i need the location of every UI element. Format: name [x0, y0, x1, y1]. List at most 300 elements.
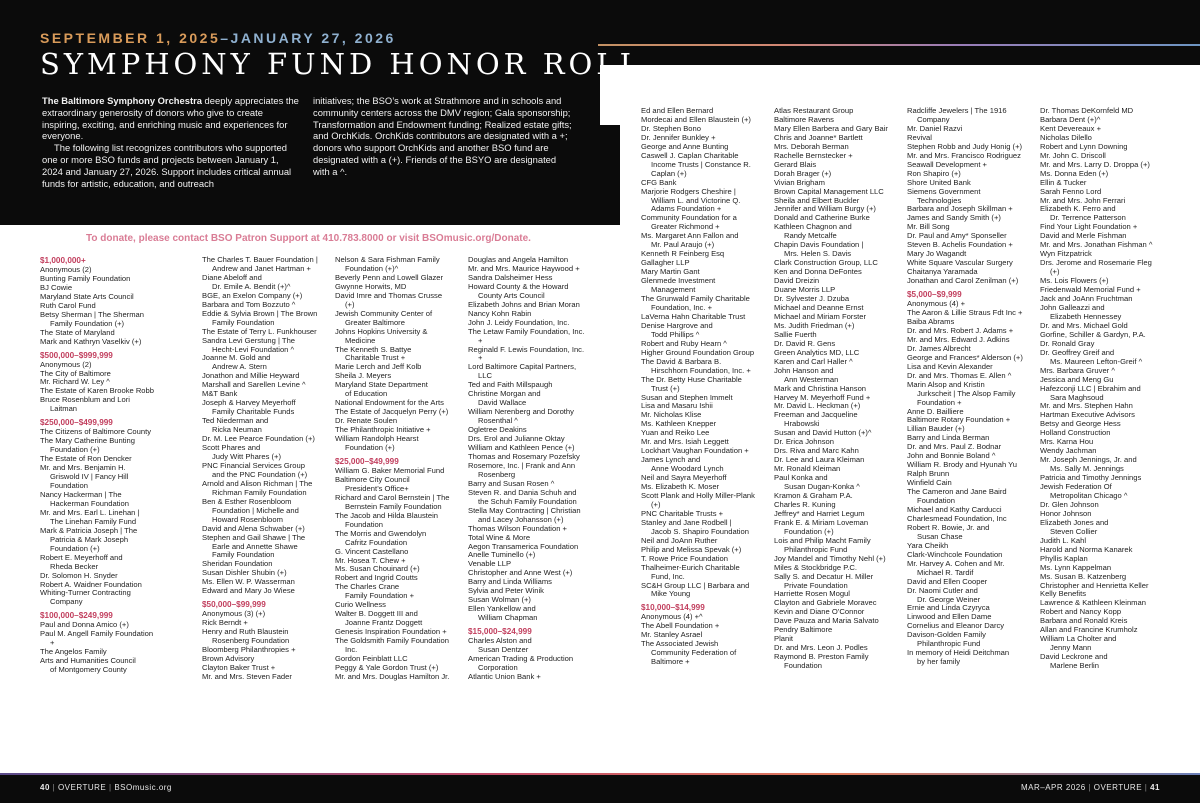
donor-entry: The Dr. Betty Huse Charitable	[641, 375, 742, 384]
donor-entry: Michael and Kathy Carducci	[907, 505, 1002, 514]
donor-entry: Barbara and Tom Bozzuto ^	[202, 300, 296, 309]
donor-entry-continuation: +	[50, 639, 55, 648]
donor-entry-continuation: (+)	[651, 500, 661, 509]
donor-entry-continuation: Ann Westerman	[784, 375, 839, 384]
donor-entry: Anelle Tuminello (+)	[468, 551, 536, 560]
donor-entry-continuation: Dr. Terrence Patterson	[1050, 214, 1126, 223]
donor-entry: LaVerna Hahn Charitable Trust	[641, 312, 746, 321]
donor-entry: Marjorie Rodgers Cheshire |	[641, 187, 736, 196]
donor-entry: Kramon & Graham P.A.	[774, 491, 853, 500]
donor-entry: Mr. John C. Driscoll	[1040, 151, 1106, 160]
donor-entry-continuation: President’s Office+	[345, 484, 409, 493]
donor-entry-continuation: Metropolitan Chicago ^	[1050, 491, 1128, 500]
donor-entry: The Mary Catherine Bunting	[40, 437, 135, 446]
donor-entry-continuation: Ms. Sally M. Jennings	[1050, 465, 1124, 474]
donor-entry-continuation: William L. and Victorine Q.	[651, 196, 741, 205]
giving-tier-heading: $5,000–$9,999	[907, 290, 962, 300]
donor-entry-continuation: Elizabeth Hennessey	[1050, 312, 1122, 321]
donor-entry: Dr. Jennifer Bunkley +	[641, 133, 716, 142]
donor-entry: Mr. and Mrs. Earl L. Linehan |	[40, 508, 140, 517]
donor-entry: Jonathon and Millie Heyward	[202, 372, 300, 381]
donor-entry: Bruce Rosenblum and Lori	[40, 396, 130, 405]
donor-entry: Chapin Davis Foundation |	[774, 241, 864, 250]
donor-entry-continuation: Management	[651, 286, 696, 295]
donor-entry: Harriette Rosen Mogul	[774, 590, 850, 599]
donor-entry-continuation: Todd Phillips ^	[651, 330, 700, 339]
donor-entry: William Randolph Hearst	[335, 435, 419, 444]
org-name: The Baltimore Symphony Orchestra	[42, 95, 202, 106]
donor-entry: Dr. Paul and Amy* Sponseller	[907, 232, 1007, 241]
donor-entry: Dr. Lee and Laura Kleiman	[774, 456, 865, 465]
donor-entry: Stephen Robb and Judy Honig (+)	[907, 142, 1023, 151]
donor-entry: Susan and David Hutton (+)^	[774, 429, 872, 438]
donor-entry: Gallagher LLP	[641, 259, 690, 268]
donor-entry: Bloomberg Philanthropies +	[202, 646, 296, 655]
donor-entry: Howard County & the Howard	[468, 282, 569, 291]
donor-entry: William G. Baker Memorial Fund	[335, 466, 445, 475]
donor-entry: The Kenneth S. Battye	[335, 345, 412, 354]
donor-entry-continuation: Rosenthal ^	[478, 417, 518, 426]
donor-entry: The Grunwald Family Charitable	[641, 295, 750, 304]
donor-entry-continuation: Foundation +	[917, 398, 962, 407]
donor-entry: John Hanson and	[774, 366, 834, 375]
donor-entry: Sandra Dalsheimer Hess	[468, 273, 553, 282]
donor-entry: Baltimore Ravens	[774, 115, 834, 124]
donor-entry: Stephen and Gail Shawe | The	[202, 533, 306, 542]
donor-entry: Mr. Stanley Asrael	[641, 631, 703, 640]
donor-entry: Dr. and Mrs. Michael Gold	[1040, 321, 1128, 330]
donor-entry: Frank E. & Miriam Loveman	[774, 518, 869, 527]
donor-entry-continuation: Community Federation of	[651, 649, 737, 658]
donor-entry-continuation: Mike Young	[651, 590, 691, 599]
donor-entry: Kenneth R Feinberg Esq	[641, 250, 725, 259]
donor-entry: Wendy Jachman	[1040, 447, 1097, 456]
donor-entry: Ms. Susan B. Katzenberg	[1040, 572, 1127, 581]
giving-tier-heading: $100,000–$249,999	[40, 611, 113, 621]
donor-entry: Total Wine & More	[468, 533, 531, 542]
donor-entry: Christopher and Henrietta Keller	[1040, 581, 1149, 590]
donor-entry: Jessica and Meng Gu	[1040, 375, 1114, 384]
donor-column-2	[202, 256, 332, 682]
donor-entry: Barbara and Joseph Skillman +	[907, 205, 1013, 214]
donor-entry-continuation: Hackerman Foundation	[50, 499, 129, 508]
donor-entry: Dorah Brager (+)	[774, 169, 832, 178]
donor-entry-continuation: Family Foundation	[212, 318, 275, 327]
donor-entry-continuation: David Wallace	[478, 399, 527, 408]
donor-entry: Barry and Linda Williams	[468, 578, 552, 587]
donor-column-4	[468, 256, 598, 682]
donor-entry: David Leckrone and	[1040, 653, 1108, 662]
donor-entry: Mr. and Mrs. Isiah Leggett	[641, 438, 729, 447]
donor-entry-continuation: The Linehan Family Fund	[50, 517, 137, 526]
donor-entry: Sylvia and Peter Winik	[468, 587, 544, 596]
donor-entry-continuation: Rosenberg Foundation	[212, 637, 290, 646]
donor-entry: Charlesmead Foundation, Inc	[907, 514, 1007, 523]
donor-entry: Ruth Carol Fund	[40, 301, 96, 310]
donor-entry-continuation: Rheda Becker	[50, 562, 99, 571]
donor-entry: Mr. and Mrs. John Ferrari	[1040, 196, 1126, 205]
footer-gradient-rule	[0, 773, 1200, 775]
donor-entry: Glenmede Investment	[641, 277, 716, 286]
donor-column-3	[335, 256, 465, 682]
donor-entry-continuation: Earle and Annette Shawe	[212, 542, 298, 551]
donor-entry: Mr. Hosea T. Chew +	[335, 556, 406, 565]
donor-entry: Robert A. Waidner Foundation	[40, 580, 142, 589]
donor-entry: Robert and Lynn Downing	[1040, 142, 1128, 151]
donor-entry: Cornelius and Eleanor Darcy	[907, 622, 1005, 631]
donor-entry: Radcliffe Jewelers | The 1916	[907, 107, 1007, 115]
donor-entry: Ms. Ellen W. P. Wasserman	[202, 578, 295, 587]
donor-entry-continuation: Trust (+)	[651, 384, 680, 393]
donor-entry: Mrs. Karna Hou	[1040, 438, 1094, 447]
donor-entry: Baltimore Rotary Foundation +	[907, 416, 1011, 425]
donor-entry-continuation: Hecht-Levi Foundation ^	[212, 345, 295, 354]
donor-entry: In memory of Heidi Deitchman	[907, 649, 1010, 658]
donor-entry: David and Alena Schwaber (+)	[202, 524, 305, 533]
donor-entry: Betsy Sherman | The Sherman	[40, 310, 144, 319]
donor-entry: Joy Mandel and Timothy Nehl (+)	[774, 554, 886, 563]
donor-entry: Susan and Stephen Immelt	[641, 393, 733, 402]
donor-entry-continuation: Foundation	[784, 662, 822, 671]
donor-entry: T. Rowe Price Foundation	[641, 554, 728, 563]
donor-entry: Shore United Bank	[907, 178, 971, 187]
donor-entry-continuation: Inc.	[345, 646, 358, 655]
donor-entry: Vivian Brigham	[774, 178, 825, 187]
donor-entry: Susan Dishler Shubin (+)	[202, 569, 287, 578]
donor-entry: Betsy and George Hess	[1040, 420, 1121, 429]
donor-entry-continuation: Randy Metcalfe	[784, 232, 837, 241]
donor-entry: Mr. David L. Heckman (+)	[774, 402, 861, 411]
donor-entry: Jewish Community Center of	[335, 309, 433, 318]
donor-column-5	[641, 107, 771, 667]
donor-entry: Jennifer and William Burgy (+)	[774, 205, 876, 214]
donor-entry: Mr. Daniel Razvi	[907, 124, 963, 133]
donor-entry: Maryland State Arts Council	[40, 292, 134, 301]
donor-entry: M&T Bank	[202, 390, 238, 399]
donor-entry-continuation: Adams Foundation +	[651, 205, 722, 214]
giving-tier-heading: $50,000–$99,999	[202, 600, 266, 610]
donor-entry: Christine Morgan and	[468, 390, 541, 399]
donor-entry: Atlantic Union Bank +	[468, 672, 541, 681]
donor-entry: Dr. and Mrs. Paul Z. Bodnar	[907, 443, 1002, 452]
donor-entry: The Charles Crane	[335, 583, 400, 592]
donor-entry: Mr. Harvey A. Cohen and Mr.	[907, 559, 1005, 568]
donor-entry: Baiba Abrams	[907, 317, 955, 326]
donor-entry: Planit	[774, 635, 793, 644]
donor-entry: Mr. Nicholas Klise	[641, 411, 702, 420]
donor-entry: Lisa and Kevin Alexander	[907, 362, 993, 371]
giving-tier-heading: $15,000–$24,999	[468, 627, 532, 637]
donor-entry: Green Analytics MD, LLC	[774, 348, 860, 357]
donor-entry: Rosemore, Inc. | Frank and Ann	[468, 461, 576, 470]
donor-entry: The City of Baltimore	[40, 369, 111, 378]
donor-entry: Marshall and Sarellen Levine ^	[202, 381, 306, 390]
donor-entry: William Nerenberg and Dorothy	[468, 408, 574, 417]
donor-entry: Richard and Carol Bernstein | The	[335, 493, 450, 502]
intro-paragraph-1: deeply appreciates the extraordinary generosity of donors who give to create inspiring, exciting, and enriching music and experiences for everyone.	[42, 95, 299, 142]
donor-entry-continuation: Patricia & Mark Joseph	[50, 535, 129, 544]
donor-entry: The State of Maryland	[40, 328, 115, 337]
folio-right: MAR–APR 2026 | OVERTURE | 41	[1020, 783, 1160, 792]
donor-entry-continuation: Mr. Paul Araujo (+)	[651, 241, 715, 250]
donor-entry: Nancy Hackerman | The	[40, 490, 122, 499]
donor-entry: Dr. and Mrs. Leon J. Podles	[774, 644, 868, 653]
donor-entry-continuation: Judy Witt Phares (+)	[212, 452, 281, 461]
donor-entry-continuation: Foundation, Inc. +	[651, 303, 713, 312]
donor-entry: The Goldsmith Family Foundation	[335, 637, 449, 646]
donor-entry: Whiting-Turner Contracting	[40, 589, 131, 598]
donor-entry-continuation: Jurkscheit | The Alsop Family	[917, 389, 1016, 398]
header-gradient-rule	[598, 44, 1200, 46]
donor-entry: Pendry Baltimore	[774, 626, 833, 635]
donor-entry-continuation: Company	[917, 115, 950, 124]
donor-entry: John J. Leidy Foundation, Inc.	[468, 318, 570, 327]
donor-entry: Edward and Mary Jo Wiese	[202, 587, 295, 596]
donor-entry-continuation: +	[478, 354, 483, 363]
donor-entry: Atlas Restaurant Group	[774, 107, 854, 115]
donor-entry-continuation: Philanthropic Fund	[917, 640, 981, 649]
donor-entry: David and Merle Fishman	[1040, 232, 1127, 241]
donor-entry: Mr. Ronald Kleiman	[774, 465, 841, 474]
donor-entry: Barry and Linda Berman	[907, 434, 990, 443]
donor-entry-continuation: Corporation	[478, 663, 518, 672]
donor-entry: Donald and Catherine Burke	[774, 214, 870, 223]
donor-entry-continuation: (+)	[1050, 268, 1060, 277]
donor-entry-continuation: Sara Maghsoud	[1050, 393, 1104, 402]
donor-entry: Anonymous (2)	[40, 360, 92, 369]
donor-entry: Susan Wolman (+)	[468, 596, 531, 605]
donor-entry-continuation: County Arts Council	[478, 291, 545, 300]
donor-entry: Scott Phares and	[202, 444, 261, 453]
donor-entry: William R. Brody and Hyunah Yu	[907, 461, 1018, 470]
intro-paragraph-2: The following list recognizes contributors who supported one or more BSO funds and projects between January 1, 2024 and January 27, 2026. Support includes critical annual funds for artistic, education, and outreach	[42, 142, 292, 189]
donor-entry: Mary Jo Wagandt	[907, 250, 967, 259]
donor-entry: BGE, an Exelon Company (+)	[202, 291, 303, 300]
donor-entry: Find Your Light Foundation +	[1040, 223, 1138, 232]
donor-entry-continuation: Andrew A. Stern	[212, 363, 267, 372]
donor-entry: Brown Advisory	[202, 654, 255, 663]
donor-entry-continuation: Joanne Frantz Doggett	[345, 619, 423, 628]
donor-entry: Community Foundation for a	[641, 214, 737, 223]
donor-entry: Dave Pauza and Maria Salvato	[774, 617, 879, 626]
donor-entry: David Imre and Thomas Crusse	[335, 291, 443, 300]
donor-entry: Philip and Melissa Spevak (+)	[641, 545, 742, 554]
donor-entry-continuation: the Schuh Family Foundation	[478, 497, 577, 506]
donor-entry: Mr. and Mrs. Benjamin H.	[40, 464, 126, 473]
donor-entry: Sandra Levi Gerstung | The	[202, 336, 296, 345]
donor-entry: Marie Lerch and Jeff Kolb	[335, 363, 422, 372]
donor-entry: Genesis Inspiration Foundation +	[335, 628, 447, 637]
donor-entry: American Trading & Production	[468, 654, 574, 663]
donor-entry: Venable LLP	[468, 560, 512, 569]
donor-entry: Ms. Elizabeth K. Moser	[641, 483, 720, 492]
donor-entry-continuation: Caplan (+)	[651, 169, 687, 178]
donor-entry-continuation: Steven Collier	[1050, 527, 1098, 536]
donor-entry: Miles & Stockbridge P.C.	[774, 563, 858, 572]
donor-entry: Reginald F. Lewis Foundation, Inc.	[468, 345, 585, 354]
donor-entry: The Morris and Gwendolyn	[335, 529, 427, 538]
donor-entry-continuation: Foundation | Michelle and	[212, 506, 299, 515]
donor-entry: Wyn Fitzpatrick	[1040, 250, 1092, 259]
donor-entry: Siemens Government	[907, 187, 981, 196]
donor-entry-continuation: +	[478, 336, 483, 345]
donor-entry: Freeman and Jacqueline	[774, 411, 858, 420]
donor-entry: Drs. Jerome and Rosemarie Fleg	[1040, 259, 1152, 268]
donor-entry: Mr. and Mrs. Douglas Hamilton Jr.	[335, 672, 450, 681]
giving-tier-heading: $25,000–$49,999	[335, 456, 399, 466]
donor-entry: Friedenwald Memorial Fund +	[1040, 286, 1141, 295]
donor-entry: Johns Hopkins University &	[335, 327, 428, 336]
date-range: SEPTEMBER 1, 2025–JANUARY 27, 2026	[40, 30, 396, 46]
donor-entry: John Galleazzi and	[1040, 303, 1105, 312]
donor-entry: Mr. and Mrs. Jonathan Fishman ^	[1040, 241, 1153, 250]
donor-entry: Neil and Sayra Meyerhoff	[641, 474, 727, 483]
donor-entry: Baltimore City Council	[335, 475, 410, 484]
donor-entry-continuation: by her family	[917, 658, 961, 667]
donor-entry-continuation: Marlene Berlin	[1050, 662, 1099, 671]
donor-entry: Jewish Federation Of	[1040, 483, 1112, 492]
donor-entry: Nelson & Sara Fishman Family	[335, 256, 440, 264]
donor-entry: Scott Plank and Holly Miller-Plank	[641, 491, 755, 500]
donor-entry: Diane Abeloff and	[202, 273, 262, 282]
donor-entry-continuation: Foundation (+)	[784, 527, 834, 536]
donor-entry: Chris and Joanne* Bartlett	[774, 133, 863, 142]
donor-entry: Dr. Glen Johnson	[1040, 500, 1099, 509]
donor-entry: Revival	[907, 133, 932, 142]
donor-entry: The Estate of Ron Dencker	[40, 455, 132, 464]
giving-tier-heading: $250,000–$499,999	[40, 418, 113, 428]
donor-entry: Ms. Kathleen Knepper	[641, 420, 717, 429]
donor-entry: The Associated Jewish	[641, 640, 719, 649]
donor-entry: Caswell J. Caplan Charitable	[641, 151, 739, 160]
donor-entry: Yuan and Reiko Lee	[641, 429, 710, 438]
donor-entry: Dr. and Mrs. Thomas E. Allen ^	[907, 371, 1012, 380]
donor-entry: Neil and JoAnn Ruther	[641, 536, 718, 545]
donor-entry: Lillian Bauder (+)	[907, 425, 965, 434]
donor-entry-continuation: Bernstein Family Foundation	[345, 502, 442, 511]
donor-entry: Ben & Esther Rosenbloom	[202, 497, 292, 506]
donor-entry: Christopher and Anne West (+)	[468, 569, 573, 578]
donor-entry: Rachelle Bernstecker +	[774, 151, 853, 160]
page-title: SYMPHONY FUND HONOR ROLL	[40, 47, 643, 81]
donor-entry: PNC Financial Services Group	[202, 461, 305, 470]
donor-entry: Beverly Penn and Lowell Glazer	[335, 273, 444, 282]
donor-entry: Mr. and Mrs. Edward J. Adkins	[907, 335, 1010, 344]
donor-entry-continuation: Foundation (+)^	[345, 264, 399, 273]
donor-entry: Bunting Family Foundation	[40, 274, 131, 283]
donor-entry: Harvey M. Meyerhoff Fund +	[774, 393, 871, 402]
donor-entry-continuation: Foundation	[50, 482, 88, 491]
folio-left: 40 | OVERTURE | BSOmusic.org	[40, 783, 172, 792]
donor-entry: William La Cholter and	[1040, 635, 1117, 644]
donor-entry: Ellin & Tucker	[1040, 178, 1087, 187]
donor-entry: Sarah Fenno Lord	[1040, 187, 1102, 196]
donor-entry: Kelly Benefits	[1040, 590, 1087, 599]
donor-entry: The David & Barbara B.	[641, 357, 722, 366]
donor-entry: Charles R. Kuning	[774, 500, 836, 509]
donor-column-1	[40, 256, 170, 675]
donor-entry-continuation: Charitable Trust +	[345, 354, 406, 363]
donor-entry-continuation: William Chapman	[478, 614, 538, 623]
donor-entry: SC&H Group LLC | Barbara and	[641, 581, 750, 590]
donor-entry: Seawall Development +	[907, 160, 987, 169]
donor-entry: Steven B. Achelis Foundation +	[907, 241, 1013, 250]
donor-entry: Ms. Lynn Kappelman	[1040, 563, 1112, 572]
donor-entry: The Cameron and Jane Baird	[907, 488, 1007, 497]
donor-entry-continuation: Baltimore +	[651, 658, 690, 667]
donor-entry: Ted and Faith Millspaugh	[468, 381, 553, 390]
donor-entry-continuation: and the PNC Foundation (+)	[212, 470, 308, 479]
donor-entry: Barry and Susan Rosen ^	[468, 479, 555, 488]
donor-entry: Holland Construction	[1040, 429, 1111, 438]
donor-entry: Ron Shapiro (+)	[907, 169, 961, 178]
donor-entry: Phyllis Kaplan	[1040, 554, 1088, 563]
donor-entry-continuation: Susan Dentzer	[478, 646, 529, 655]
donor-entry: Ted Niederman and	[202, 417, 269, 426]
donor-entry-continuation: Mrs. Helen S. Davis	[784, 250, 852, 259]
donor-entry: G. Vincent Castellano	[335, 547, 409, 556]
donor-entry: George and Frances* Alderson (+)	[907, 353, 1023, 362]
donor-entry: Mrs. Deborah Berman	[774, 142, 849, 151]
donor-entry: Arnold and Alison Richman | The	[202, 479, 313, 488]
donor-entry-continuation: Foundation (+)	[50, 544, 100, 553]
donor-entry: Dr. Sylvester J. Dzuba	[774, 295, 850, 304]
donor-entry: Mark and Christina Hanson	[774, 384, 867, 393]
donor-entry: Anonymous (3) (+)	[202, 610, 266, 619]
donor-entry: Michael and Deanne Ernst	[774, 303, 864, 312]
donor-entry: Thalheimer-Eurich Charitable	[641, 563, 740, 572]
donor-entry-continuation: Andrew and Janet Hartman +	[212, 264, 311, 273]
donor-entry: Drs. Erol and Julianne Oktay	[468, 435, 565, 444]
intro-paragraph-3: initiatives; the BSO’s work at Strathmore and in schools and community centers across the DMV region; Gala sponsorship; Transformation and Endowment funding; Realized estate gifts; and OrchKids. OrchKids contributors are designated with a +; donors who support OrchKids and another BSO fund are designated with a (+). Friends of the BSYO are designated with a ^.	[313, 95, 572, 177]
donor-entry: Ken and Donna DeFontes	[774, 268, 862, 277]
donor-entry: Joanne M. Gold and	[202, 354, 271, 363]
donor-entry: Clayton and Gabriele Moravec	[774, 599, 877, 608]
donor-entry: Charles Alston and	[468, 637, 532, 646]
donor-entry: Drs. Riva and Marc Kahn	[774, 447, 859, 456]
donor-entry: The Jacob and Hilda Blaustein	[335, 511, 439, 520]
donor-entry-continuation: Foundation (+)	[50, 446, 100, 455]
donor-entry: Nancy Kohn Rabin	[468, 309, 532, 318]
donor-entry: Dr. Stephen Bono	[641, 124, 701, 133]
donor-entry-continuation: Dr. George Weiner	[917, 595, 981, 604]
donor-entry-continuation: Rosenberg	[478, 470, 516, 479]
donor-column-8	[1040, 107, 1170, 671]
donor-entry: Robert R. Bowie, Jr. and	[907, 523, 990, 532]
donor-entry: Ernie and Linda Czyryca	[907, 604, 990, 613]
donor-entry: Stella May Contracting | Christian	[468, 506, 581, 515]
donor-column-7	[907, 107, 1037, 667]
donor-entry: James Lynch and	[641, 456, 701, 465]
donor-entry-continuation: Laitman	[50, 405, 78, 414]
donor-entry-continuation: Hrabowski	[784, 420, 820, 429]
donor-entry-continuation: Richman Family Foundation	[212, 488, 307, 497]
donor-entry: CFG Bank	[641, 178, 677, 187]
donor-entry: Judith L. Kahl	[1040, 536, 1087, 545]
donor-entry: Dr. Thomas DeKornfeld MD	[1040, 107, 1134, 115]
donor-entry: Nicholas Dilello	[1040, 133, 1092, 142]
donor-entry: Peggy & Yale Gordon Trust (+)	[335, 663, 439, 672]
donor-entry: Robert and Ruby Hearn ^	[641, 339, 727, 348]
donor-entry-continuation: Ms. Maureen Lefton-Greif ^	[1050, 357, 1143, 366]
giving-tier-heading: $1,000,000+	[40, 256, 86, 265]
donor-entry: The Citizens of Baltimore County	[40, 428, 151, 437]
donor-entry: Higher Ground Foundation Group	[641, 348, 755, 357]
donor-entry: Gorfine, Schiller & Gardyn, P.A.	[1040, 330, 1146, 339]
donor-entry: Clark-Winchcole Foundation	[907, 550, 1003, 559]
donor-entry: Dr. Geoffrey Greif and	[1040, 348, 1115, 357]
donor-entry: Clayton Baker Trust +	[202, 663, 276, 672]
